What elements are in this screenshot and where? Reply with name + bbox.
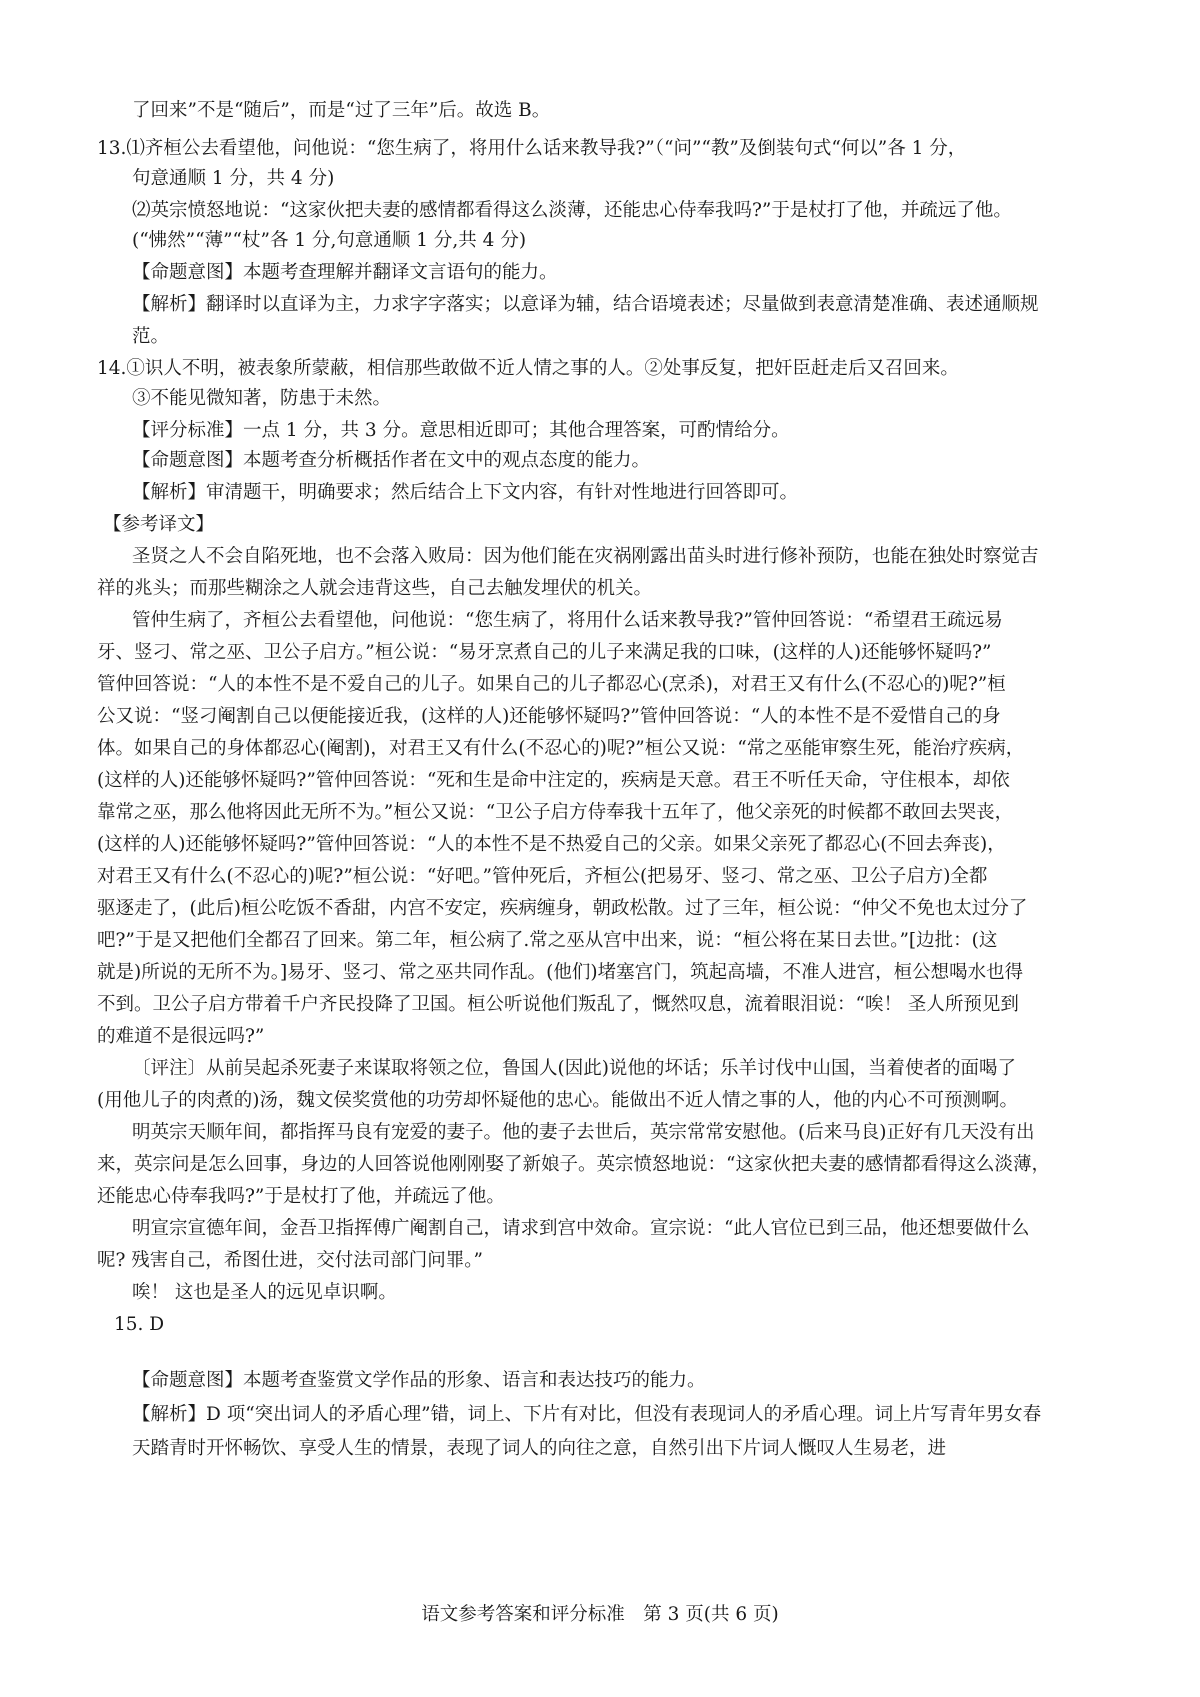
text-line: 13.⑴齐桓公去看望他，问他说：“您生病了，将用什么话来教导我?”（“问”“教”及倒装句式“何以”各 1 分， [97,138,967,159]
text-line: 的难道不是很远吗?” [97,1026,265,1047]
text-line: 【评分标准】一点 1 分，共 3 分。意思相近即可；其他合理答案，可酌情给分。 [132,420,790,441]
text-line: 来，英宗问是怎么回事，身边的人回答说他刚刚娶了新娘子。英宗愤怒地说：“这家伙把夫妻的感情都看得这么淡薄， [97,1154,1050,1175]
text-line: 【解析】审清题干，明确要求；然后结合上下文内容，有针对性地进行回答即可。 [132,482,799,503]
text-line: 〔评注〕从前吴起杀死妻子来谋取将领之位，鲁国人(因此)说他的坏话；乐羊讨伐中山国，当着使者的面喝了 [132,1058,1016,1079]
text-line: 14.①识人不明，被表象所蒙蔽，相信那些敢做不近人情之事的人。②处事反复，把奸臣赶走后又召回来。 [97,358,959,379]
text-line: 【命题意图】本题考查分析概括作者在文中的观点态度的能力。 [132,450,651,471]
question-number: 15. D [114,1314,165,1335]
text-line: 范。 [132,326,170,347]
text-line: 【解析】翻译时以直译为主，力求字字落实；以意译为辅，结合语境表述；尽量做到表意清楚准确、表述通顺规 [132,294,1039,315]
text-line: 句意通顺 1 分，共 4 分) [132,168,335,189]
text-line: 驱逐走了，(此后)桓公吃饭不香甜，内宫不安定，疾病缠身，朝政松散。过了三年，桓公说：“仲父不免也太过分了 [97,898,1028,919]
text-line: 还能忠心侍奉我吗?”于是杖打了他，并疏远了他。 [97,1186,505,1207]
text-line: 管仲回答说：“人的本性不是不爱自己的儿子。如果自己的儿子都忍心(烹杀)，对君王又有什么(不忍心的)呢?”桓 [97,674,1006,695]
text-line: (用他儿子的肉煮的)汤，魏文侯奖赏他的功劳却怀疑他的忠心。能做出不近人情之事的人，他的内心不可预测啊。 [97,1090,1018,1111]
text-line: 靠常之巫，那么他将因此无所不为。”桓公又说：“卫公子启方侍奉我十五年了，他父亲死的时候都不敢回去哭丧， [97,802,1014,823]
text-line: 公又说：“竖刁阉割自己以便能接近我，(这样的人)还能够怀疑吗?”管仲回答说：“人的本性不是不爱惜自己的身 [97,706,1001,727]
text-line: 天踏青时开怀畅饮、享受人生的情景，表现了词人的向往之意，自然引出下片词人慨叹人生易老，进 [132,1438,947,1459]
text-line: 呢? 残害自己，希图仕进，交付法司部门问罪。” [97,1250,484,1271]
page-footer: 语文参考答案和评分标准 第 3 页(共 6 页) [421,1604,779,1625]
text-line: 【命题意图】本题考查鉴赏文学作品的形象、语言和表达技巧的能力。 [132,1370,706,1391]
text-line: 牙、竖刁、常之巫、卫公子启方。”桓公说：“易牙烹煮自己的儿子来满足我的口味，(这样的人)还能够怀疑吗?” [97,642,992,663]
text-line: 体。如果自己的身体都忍心(阉割)，对君王又有什么(不忍心的)呢?”桓公又说：“常之巫能审察生死，能治疗疾病， [97,738,1025,759]
text-line: 吧?”于是又把他们全都召了回来。第二年，桓公病了.常之巫从宫中出来，说：“桓公将在某日去世。”[边批：(这 [97,930,998,951]
text-line: 祥的兆头；而那些糊涂之人就会违背这些，自己去触发埋伏的机关。 [97,578,653,599]
text-line: ③不能见微知著，防患于未然。 [132,388,392,409]
text-line: 对君王又有什么(不忍心的)呢?”桓公说：“好吧。”管仲死后，齐桓公(把易牙、竖刁、常之巫、卫公子启方)全都 [97,866,988,887]
text-line: 不到。卫公子启方带着千户齐民投降了卫国。桓公听说他们叛乱了，慨然叹息，流着眼泪说：“唉！ 圣人所预见到 [97,994,1019,1015]
text-line: 唉！ 这也是圣人的远见卓识啊。 [132,1282,397,1303]
text-line: 管仲生病了，齐桓公去看望他，问他说：“您生病了，将用什么话来教导我?”管仲回答说：“希望君王疏远易 [132,610,1003,631]
text-line: 就是)所说的无所不为。]易牙、竖刁、常之巫共同作乱。(他们)堵塞宫门，筑起高墙，不准人进宫，桓公想喝水也得 [97,962,1024,983]
text-line: (这样的人)还能够怀疑吗?”管仲回答说：“人的本性不是不热爱自己的父亲。如果父亲死了都忍心(不回去奔丧)， [97,834,1006,855]
text-line: (这样的人)还能够怀疑吗?”管仲回答说：“死和生是命中注定的，疾病是天意。君王不听任天命，守住根本，却依 [97,770,1010,791]
text-line: 【解析】D 项“突出词人的矛盾心理”错，词上、下片有对比，但没有表现词人的矛盾心理。词上片写青年男女春 [132,1404,1042,1425]
text-line: 【命题意图】本题考查理解并翻译文言语句的能力。 [132,262,558,283]
text-line: (“怫然”“薄”“杖”各 1 分,句意通顺 1 分,共 4 分) [132,230,527,251]
text-line: 了回来”不是“随后”，而是“过了三年”后。故选 B。 [132,100,551,121]
text-line: 明英宗天顺年间，都指挥马良有宠爱的妻子。他的妻子去世后，英宗常常安慰他。(后来马良)正好有几天没有出 [132,1122,1035,1143]
section-heading: 【参考译文】 [103,514,215,535]
text-line: 明宣宗宣德年间，金吾卫指挥傅广阉割自己，请求到宫中效命。宣宗说：“此人官位已到三品，他还想要做什么 [132,1218,1030,1239]
text-line: ⑵英宗愤怒地说：“这家伙把夫妻的感情都看得这么淡薄，还能忠心侍奉我吗?”于是杖打了他，并疏远了他。 [132,200,1012,221]
text-line: 圣贤之人不会自陷死地，也不会落入败局：因为他们能在灾祸刚露出苗头时进行修补预防，也能在独处时察觉吉 [132,546,1039,567]
